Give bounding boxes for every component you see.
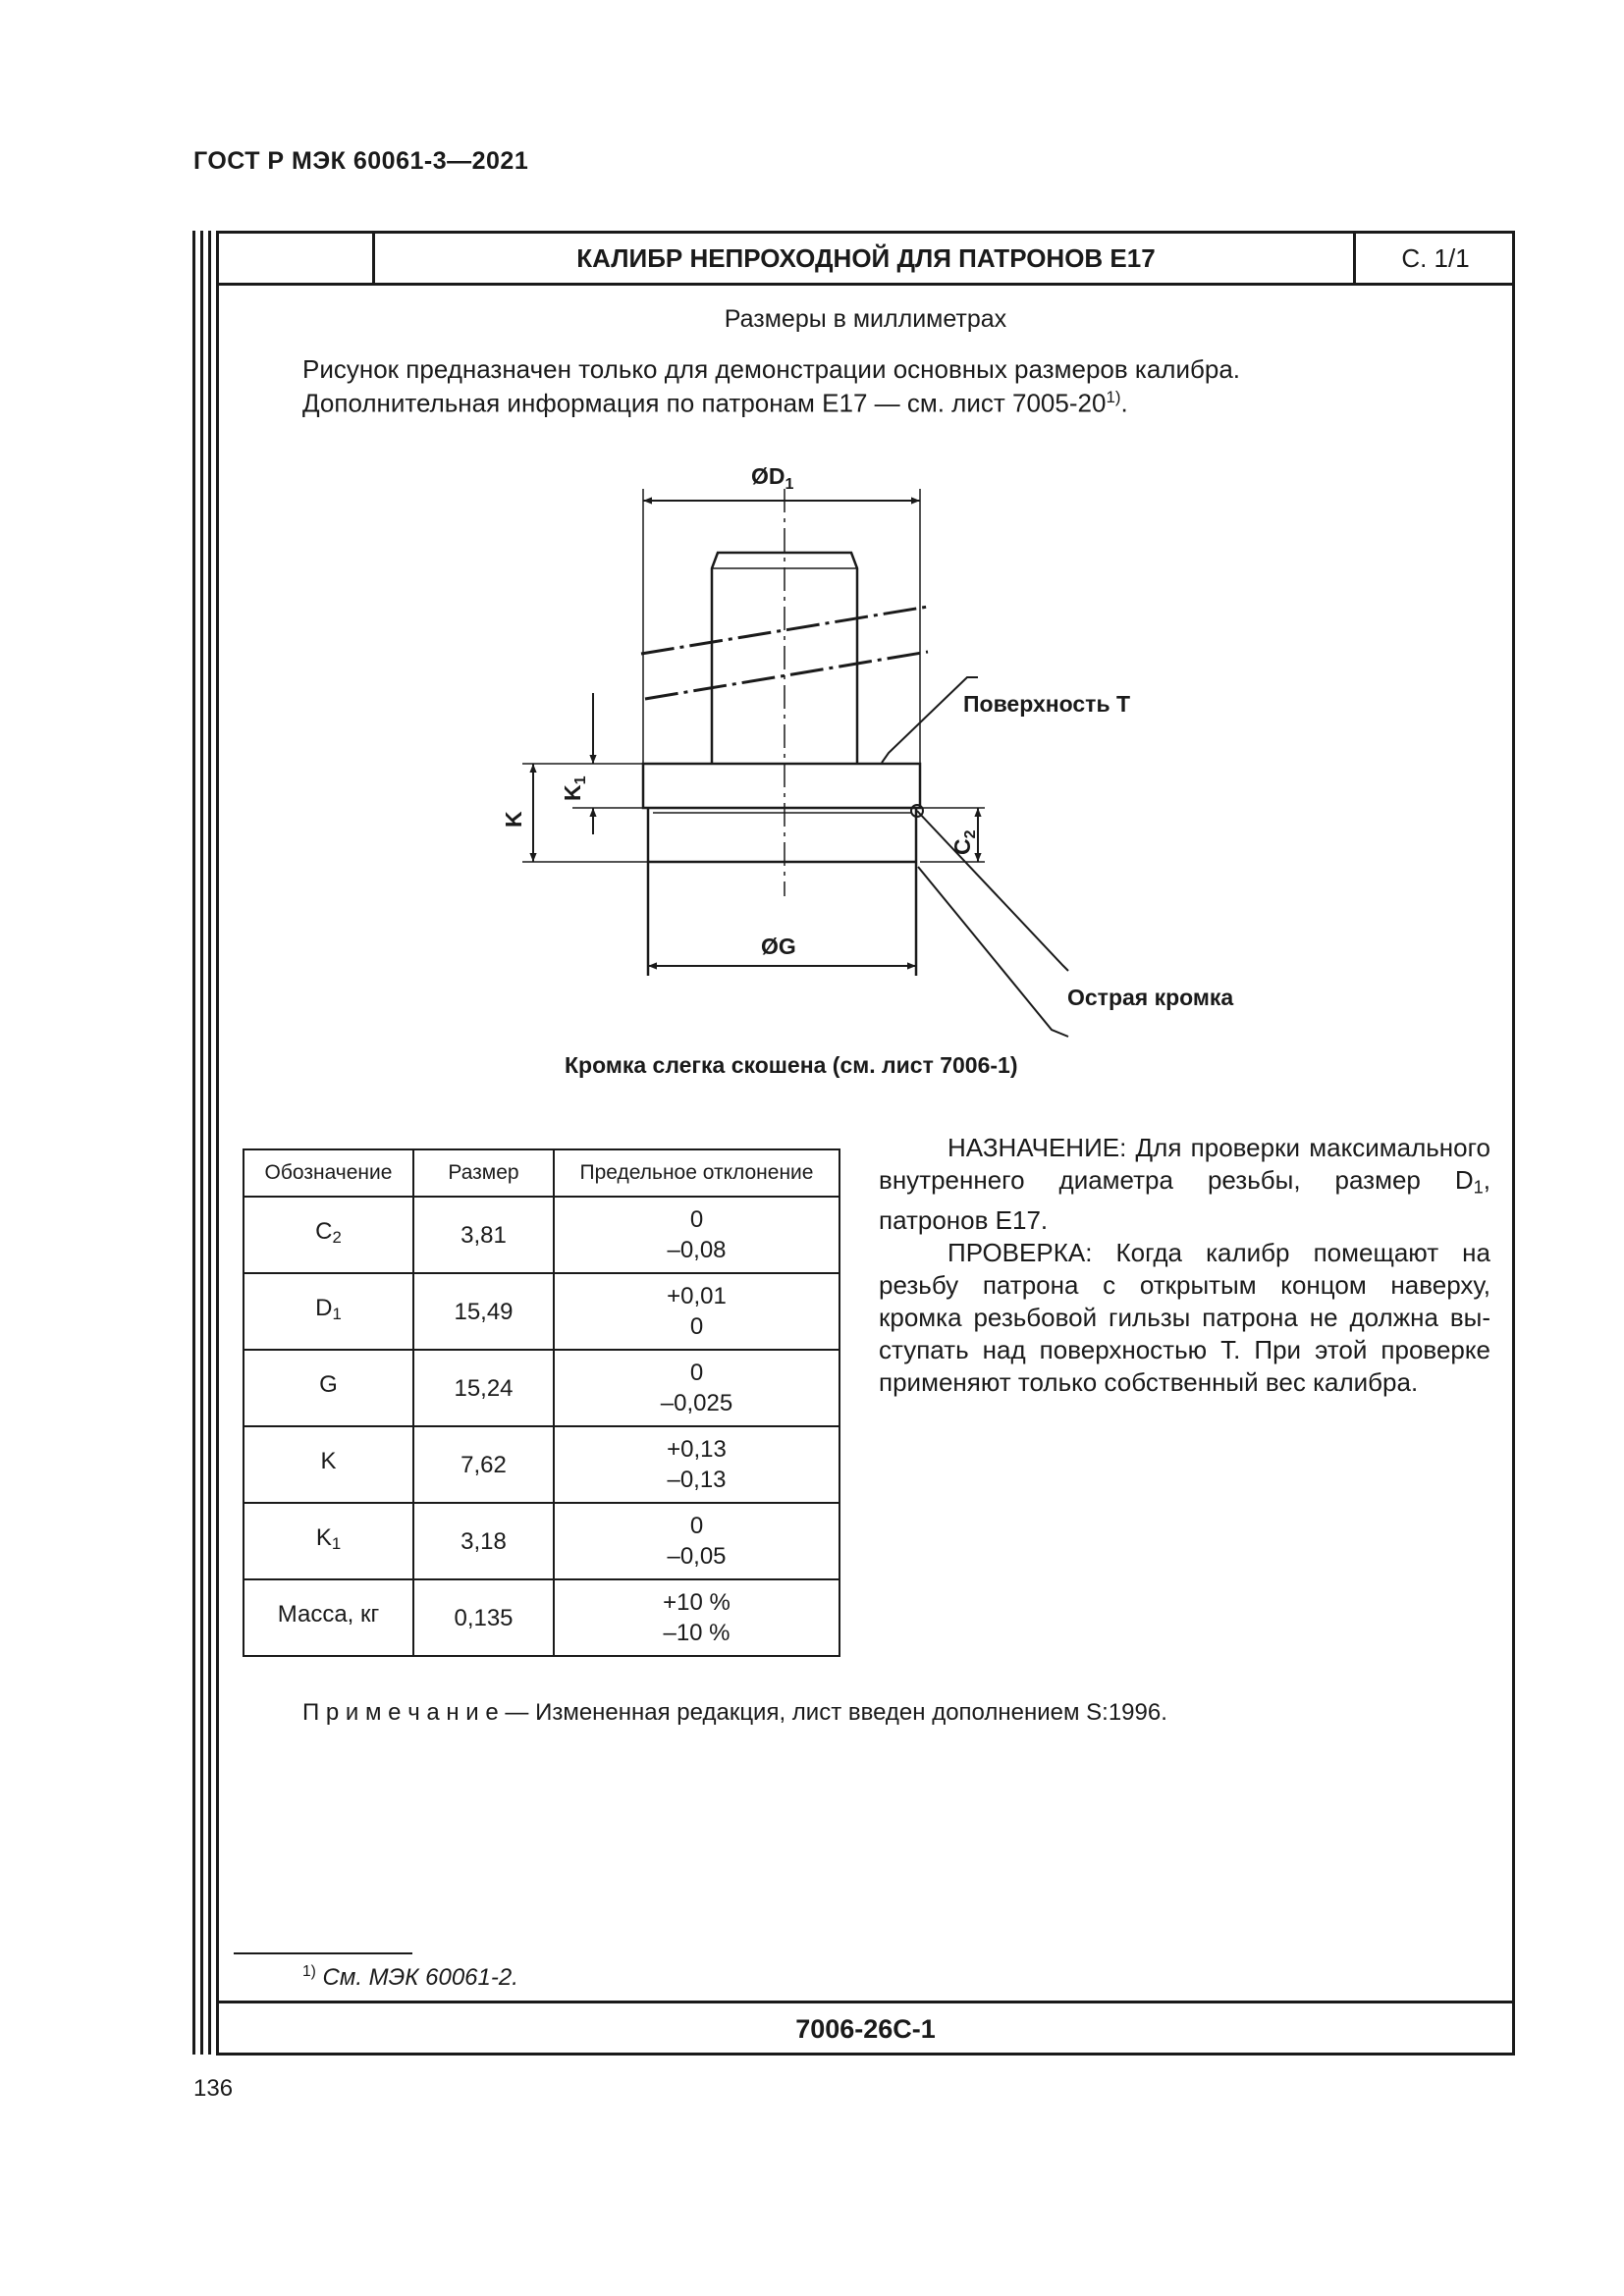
size-cell: 7,62 xyxy=(413,1426,554,1503)
deviation-cell: +0,01 0 xyxy=(554,1273,839,1350)
deviation-cell: +10 % –10 % xyxy=(554,1579,839,1656)
footnote xyxy=(302,1963,518,1992)
symbol-cell: $D_1$ xyxy=(244,1273,413,1350)
table-header-row xyxy=(244,1149,839,1197)
table-row xyxy=(244,1350,839,1426)
column-header: Обозначение xyxy=(244,1149,413,1197)
sharp-edge-leader xyxy=(917,811,1068,971)
sharp-edge-callout: Острая кромка xyxy=(1067,985,1234,1010)
chamfer-callout: Кромка слегка скошена (см. лист 7006-1) xyxy=(565,1052,1018,1078)
surface-t-callout: Поверхность T xyxy=(963,691,1131,717)
note xyxy=(302,1699,1167,1727)
size-cell: 15,49 xyxy=(413,1273,554,1350)
footnote-rule xyxy=(234,1952,412,1954)
dimensions-note: Размеры в миллиметрах xyxy=(724,305,1007,333)
table-row xyxy=(244,1273,839,1350)
document-header: ГОСТ Р МЭК 60061-3—2021 xyxy=(193,147,529,175)
symbol-cell: $C_2$ xyxy=(244,1197,413,1273)
deviation-cell: 0 –0,08 xyxy=(554,1197,839,1273)
symbol-cell: K xyxy=(244,1426,413,1503)
gauge-collar xyxy=(643,764,920,808)
purpose-text xyxy=(879,1132,1490,1399)
k-label: K xyxy=(501,811,526,828)
symbol-cell: G xyxy=(244,1350,413,1426)
c2-label: $C_2$ xyxy=(949,829,979,855)
gauge-drawing xyxy=(219,234,1512,1078)
intro-line-1: Рисунок предназначен только для демонстрации основных размеров калибра. xyxy=(302,354,1241,384)
binding-line xyxy=(192,231,195,2055)
size-cell: 0,135 xyxy=(413,1579,554,1656)
size-cell: 3,18 xyxy=(413,1503,554,1579)
d1-label: $ØD_1$ xyxy=(751,463,794,493)
column-header: Предельное отклонение xyxy=(554,1149,839,1197)
intro-line-2-end: . xyxy=(1120,388,1128,418)
deviation-cell: 0 –0,05 xyxy=(554,1503,839,1579)
table-row xyxy=(244,1426,839,1503)
footnote-text: См. МЭК 60061-2. xyxy=(315,1964,518,1991)
size-cell: 3,81 xyxy=(413,1197,554,1273)
check-paragraph: ПРОВЕРКА: Когда калибр помещают на резьбу патрона с открытым концом наверху, кромка резьбовой гильзы патрона не должна выступать над поверхностью T. При этой проверке применяют только собственный вес калибра. xyxy=(879,1237,1490,1397)
symbol-cell: $K_1$ xyxy=(244,1503,413,1579)
footnote-marker: 1) xyxy=(302,1963,316,1980)
deviation-cell: +0,13 –0,13 xyxy=(554,1426,839,1503)
size-cell: 15,24 xyxy=(413,1350,554,1426)
note-prefix: П р и м е ч а н и е xyxy=(302,1699,499,1726)
sheet-code: 7006-26C-1 xyxy=(219,2001,1512,2056)
sheet-title: КАЛИБР НЕПРОХОДНОЙ ДЛЯ ПАТРОНОВ E17 xyxy=(576,243,1156,273)
specification-table xyxy=(243,1148,840,1657)
symbol-cell: Масса, кг xyxy=(244,1579,413,1656)
purpose-paragraph: НАЗНАЧЕНИЕ: Для проверки максимального внутреннего диаметра резьбы, размер $D_1$, патронов E17. xyxy=(879,1133,1490,1235)
sheet-frame xyxy=(216,231,1515,2056)
table-row xyxy=(244,1579,839,1656)
g-label: ØG xyxy=(761,934,796,959)
break-line xyxy=(645,652,928,699)
binding-line xyxy=(200,231,203,2055)
page-number: 136 xyxy=(193,2075,234,2102)
binding-line xyxy=(208,231,211,2055)
table-row xyxy=(244,1503,839,1579)
column-header: Размер xyxy=(413,1149,554,1197)
sheet-page-ref: С. 1/1 xyxy=(1353,234,1515,283)
deviation-cell: 0 –0,025 xyxy=(554,1350,839,1426)
table-row xyxy=(244,1197,839,1273)
k1-label: $K_1$ xyxy=(560,775,589,801)
footnote-ref: 1) xyxy=(1106,388,1121,406)
note-text: — Измененная редакция, лист введен дополнением S:1996. xyxy=(498,1699,1167,1726)
intro-line-2-text: Дополнительная информация по патронам E17 — см. лист 7005-20 xyxy=(302,388,1107,418)
